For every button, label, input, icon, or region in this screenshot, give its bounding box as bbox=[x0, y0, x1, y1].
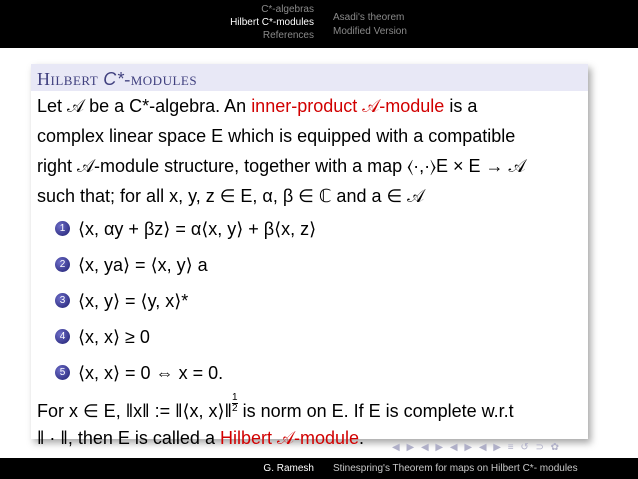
title-word-hilbert: Hilbert bbox=[37, 69, 99, 89]
block-title bbox=[31, 64, 588, 91]
text-calA: 𝒜 bbox=[67, 96, 85, 117]
enum-bullet: 2 bbox=[55, 257, 70, 272]
nav-subsection-asadi[interactable]: Asadi's theorem bbox=[333, 12, 405, 23]
title-cstar: C* bbox=[103, 69, 125, 89]
definition-block bbox=[31, 64, 588, 448]
period: . bbox=[359, 428, 365, 448]
header-bar bbox=[0, 0, 638, 48]
definition-line-1 bbox=[37, 91, 582, 121]
exponent-numerator: 1 bbox=[232, 392, 238, 403]
term-hilbert-module: Hilbert 𝒜-module bbox=[219, 428, 360, 448]
term-inner-product-module: inner-product 𝒜-module bbox=[251, 96, 445, 116]
text-is-a: is a bbox=[444, 96, 478, 116]
axiom-formula: ⟨x, x⟩ = 0 ⇔ x = 0. bbox=[78, 363, 224, 383]
nav-section-references[interactable]: References bbox=[262, 30, 314, 41]
enum-bullet: 3 bbox=[55, 293, 70, 308]
axiom-item bbox=[37, 319, 582, 355]
axiom-formula: ⟨x, ya⟩ = ⟨x, y⟩ a bbox=[78, 255, 208, 275]
axiom-formula: ⟨x, αy + βz⟩ = α⟨x, y⟩ + β⟨x, z⟩ bbox=[78, 219, 317, 239]
subsection-nav bbox=[333, 11, 633, 39]
axiom-formula: ⟨x, x⟩ ≥ 0 bbox=[78, 327, 150, 347]
text-cstar-algebra: C*-algebra. An bbox=[129, 96, 252, 116]
axiom-item bbox=[37, 283, 582, 319]
footer-author: G. Ramesh bbox=[263, 463, 314, 474]
title-word-modules: -modules bbox=[124, 69, 198, 89]
norm-line bbox=[37, 393, 582, 423]
definition-line-3: right 𝒜-module structure, together with a map ⟨·,·⟩E × E → 𝒜 bbox=[37, 156, 526, 176]
axiom-item bbox=[37, 355, 582, 391]
nav-section-cstar-algebras[interactable]: C*-algebras bbox=[261, 4, 314, 15]
nav-subsection-modified[interactable]: Modified Version bbox=[333, 26, 407, 37]
definition-line-2: complex linear space E which is equipped with a compatible bbox=[37, 126, 516, 146]
norm-statement: is norm on E. If E is complete w.r.t bbox=[237, 401, 514, 421]
footer-bar bbox=[0, 458, 638, 479]
nav-section-hilbert-modules[interactable]: Hilbert C*-modules bbox=[230, 17, 314, 28]
enum-bullet: 5 bbox=[55, 365, 70, 380]
axiom-formula: ⟨x, y⟩ = ⟨y, x⟩* bbox=[78, 291, 189, 311]
text-let: Let bbox=[37, 96, 68, 116]
text-be-a: be a bbox=[84, 96, 130, 116]
footer-talk-title: Stinespring's Theorem for maps on Hilbert C*- modules bbox=[333, 463, 578, 474]
axiom-item bbox=[37, 211, 582, 247]
norm-definition: For x ∈ E, ‖x‖ := ‖⟨x, x⟩‖ bbox=[37, 401, 232, 421]
beamer-nav-controls[interactable]: ◀ ▶ ◀ ▶ ◀ ▶ ◀ ▶ ≡ ↺ ⊃ ✿ bbox=[392, 442, 562, 453]
section-nav bbox=[0, 3, 314, 42]
completeness-text: ‖ · ‖, then E is called a bbox=[37, 428, 220, 448]
enum-bullet: 1 bbox=[55, 221, 70, 236]
axiom-item bbox=[37, 247, 582, 283]
exponent-denominator: 2 bbox=[232, 403, 238, 414]
block-body bbox=[31, 91, 588, 453]
definition-line-4: such that; for all x, y, z ∈ E, α, β ∈ ℂ and a ∈ 𝒜 bbox=[37, 186, 425, 206]
enum-bullet: 4 bbox=[55, 329, 70, 344]
